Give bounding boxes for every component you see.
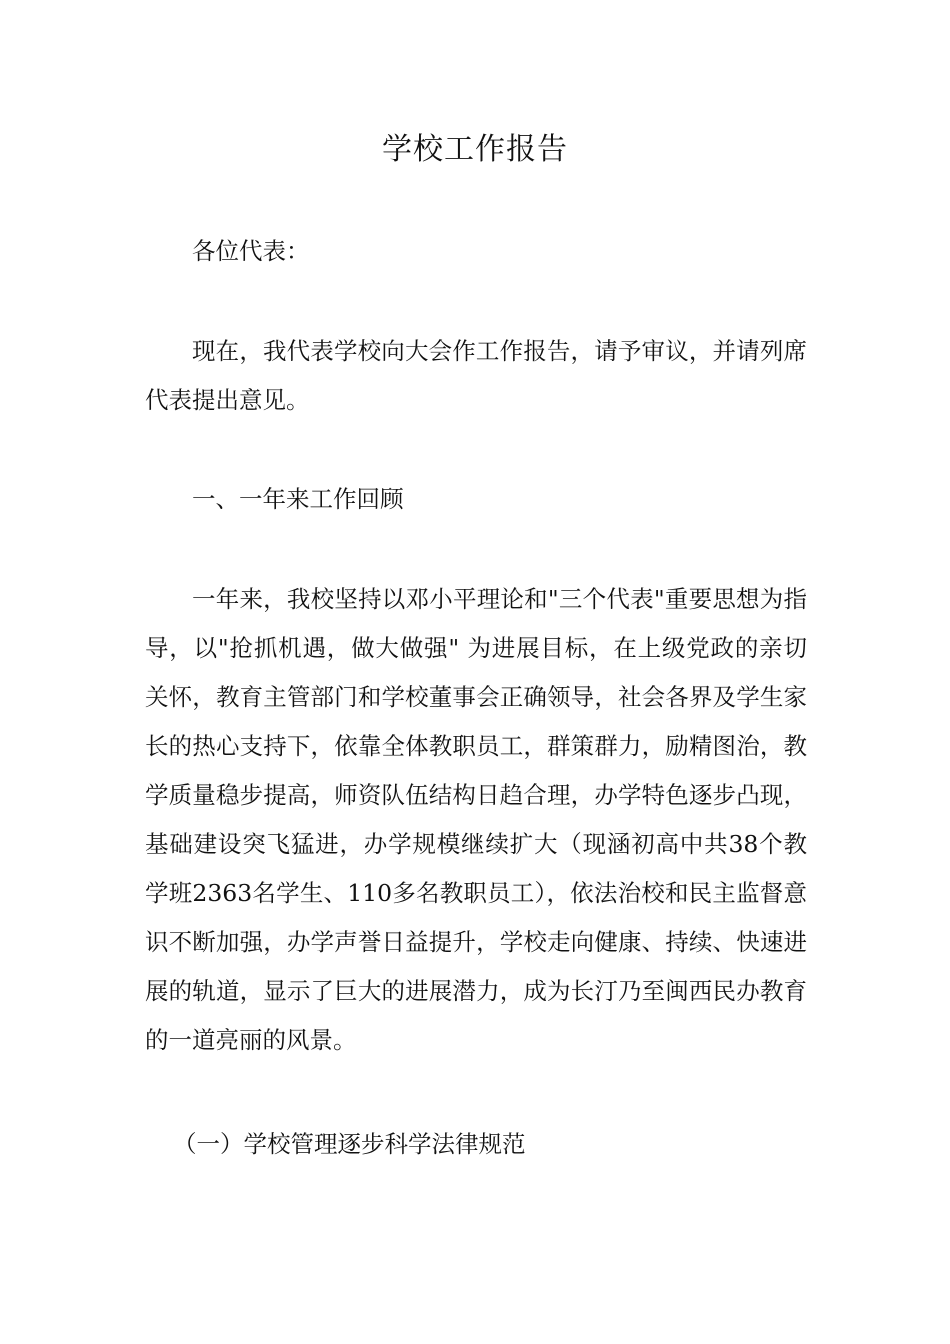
- subsection-heading: （一）学校管理逐步科学法律规范: [173, 1130, 526, 1158]
- document-title: 学校工作报告: [382, 132, 568, 167]
- body-paragraph: 一年来，我校坚持以邓小平理论和"三个代表"重要思想为指导，以"抢抓机遇，做大做强" 为进展目标，在上级党政的亲切关怀，教育主管部门和学校董事会正确领导，社会各界及学生家长的热心支持下，依靠全体教职员工，群策群力，励精图治，教学质量稳步提高，师资队伍结构日趋合理，办学特色逐步凸现，基础建设突飞猛进，办学规模继续扩大（现涵初高中共38个教学班2363名学生、110多名教职员工），依法治校和民主监督意识不断加强，办学声誉日益提升，学校走向健康、持续、快速进展的轨道，显示了巨大的进展潜力，成为长汀乃至闽西民办教育的一道亮丽的风景。: [145, 585, 807, 1054]
- intro-paragraph: 现在，我代表学校向大会作工作报告，请予审议，并请列席代表提出意见。: [145, 337, 807, 414]
- salutation: 各位代表：: [192, 237, 310, 265]
- section-heading: 一、一年来工作回顾: [192, 485, 404, 513]
